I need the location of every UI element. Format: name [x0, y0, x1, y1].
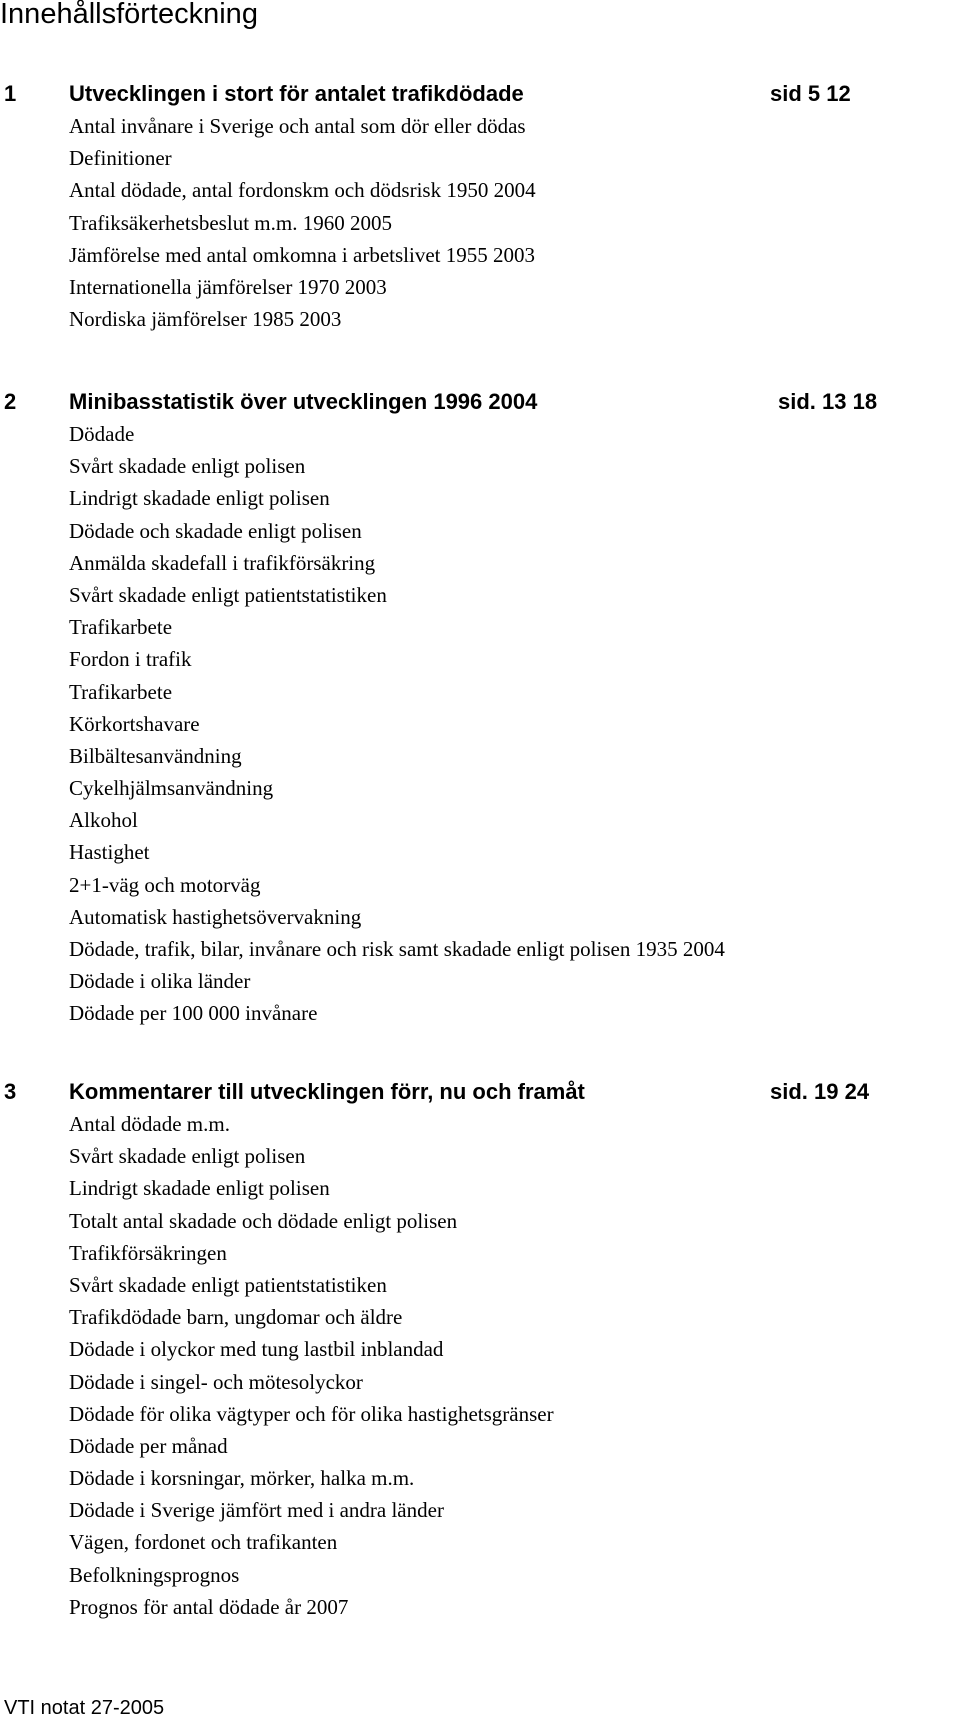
toc-entry: Dödade i singel- och mötesolyckor — [69, 1369, 363, 1394]
toc-entry: Dödade i olyckor med tung lastbil inblandad — [69, 1337, 444, 1362]
toc-entry: Internationella jämförelser 1970 2003 — [69, 274, 387, 299]
section-item-list — [0, 110, 960, 335]
section-title: Minibasstatistik över utvecklingen 1996 2004 — [69, 389, 538, 414]
toc-entry: Svårt skadade enligt polisen — [69, 1144, 306, 1169]
section-page-range: sid. 19 24 — [770, 1079, 870, 1104]
toc-entry: Dödade för olika vägtyper och för olika hastighetsgränser — [69, 1401, 554, 1426]
toc-entry: Dödade per 100 000 invånare — [69, 1001, 318, 1026]
toc-entry: Bilbältesanvändning — [69, 743, 242, 768]
section-title: Kommentarer till utvecklingen förr, nu och framåt — [69, 1079, 585, 1104]
section-number: 2 — [4, 389, 17, 414]
toc-entry: Trafikdödade barn, ungdomar och äldre — [69, 1305, 403, 1330]
section-title: Utvecklingen i stort för antalet trafikdödade — [69, 81, 524, 106]
section-number: 3 — [4, 1079, 17, 1104]
toc-entry: Jämförelse med antal omkomna i arbetslivet 1955 2003 — [69, 242, 535, 267]
document-footer: VTI notat 27-2005 — [4, 1697, 165, 1719]
toc-entry: Anmälda skadefall i trafikförsäkring — [69, 550, 376, 575]
toc-entry: Svårt skadade enligt patientstatistiken — [69, 582, 387, 607]
toc-entry: Dödade, trafik, bilar, invånare och risk samt skadade enligt polisen 1935 2004 — [69, 937, 725, 961]
toc-entry: Alkohol — [69, 808, 138, 833]
section-number: 1 — [4, 81, 17, 106]
toc-entry: Trafikförsäkringen — [69, 1240, 227, 1265]
toc-entry: Dödade i Sverige jämfört med i andra länder — [69, 1498, 444, 1523]
toc-entry: Lindrigt skadade enligt polisen — [69, 1176, 330, 1201]
section-heading — [0, 1076, 960, 1108]
toc-entry: Körkortshavare — [69, 711, 200, 736]
section-heading — [0, 386, 960, 418]
section-page-range: sid 5 12 — [770, 81, 851, 106]
toc-entry: Trafikarbete — [69, 615, 173, 640]
toc-entry: Cykelhjälmsanvändning — [69, 776, 274, 801]
toc-entry: Befolkningsprognos — [69, 1562, 240, 1587]
toc-entry: Prognos för antal dödade år 2007 — [69, 1594, 349, 1619]
toc-section-2 — [0, 386, 960, 1030]
toc-entry: Svårt skadade enligt polisen — [69, 454, 306, 479]
toc-entry: Trafiksäkerhetsbeslut m.m. 1960 2005 — [69, 210, 392, 235]
toc-entry: Dödade — [69, 422, 135, 446]
toc-section-1 — [0, 78, 960, 335]
toc-entry: Dödade och skadade enligt polisen — [69, 518, 362, 543]
page-title: Innehållsförteckning — [0, 0, 258, 30]
section-item-list — [0, 418, 960, 1030]
toc-entry: Definitioner — [69, 146, 172, 171]
toc-entry: Vägen, fordonet och trafikanten — [69, 1530, 338, 1555]
toc-entry: Automatisk hastighetsövervakning — [69, 904, 362, 929]
section-heading — [0, 78, 960, 110]
toc-entry: Dödade per månad — [69, 1433, 228, 1458]
toc-entry: Antal dödade, antal fordonskm och dödsrisk 1950 2004 — [69, 178, 536, 203]
toc-entry: Antal dödade m.m. — [69, 1112, 230, 1136]
toc-entry: Hastighet — [69, 840, 150, 865]
toc-entry: Antal invånare i Sverige och antal som dör eller dödas — [69, 114, 526, 138]
toc-entry: Nordiska jämförelser 1985 2003 — [69, 307, 342, 332]
toc-entry: Dödade i olika länder — [69, 969, 251, 994]
toc-entry: Trafikarbete — [69, 679, 173, 704]
toc-entry: Svårt skadade enligt patientstatistiken — [69, 1272, 387, 1297]
section-item-list — [0, 1108, 960, 1623]
section-page-range: sid. 13 18 — [778, 389, 878, 414]
toc-entry: Lindrigt skadade enligt polisen — [69, 486, 330, 511]
toc-section-3 — [0, 1076, 960, 1623]
toc-entry: Totalt antal skadade och dödade enligt polisen — [69, 1208, 458, 1233]
toc-entry: 2+1-väg och motorväg — [69, 872, 261, 897]
toc-entry: Dödade i korsningar, mörker, halka m.m. — [69, 1466, 415, 1491]
toc-entry: Fordon i trafik — [69, 647, 192, 672]
